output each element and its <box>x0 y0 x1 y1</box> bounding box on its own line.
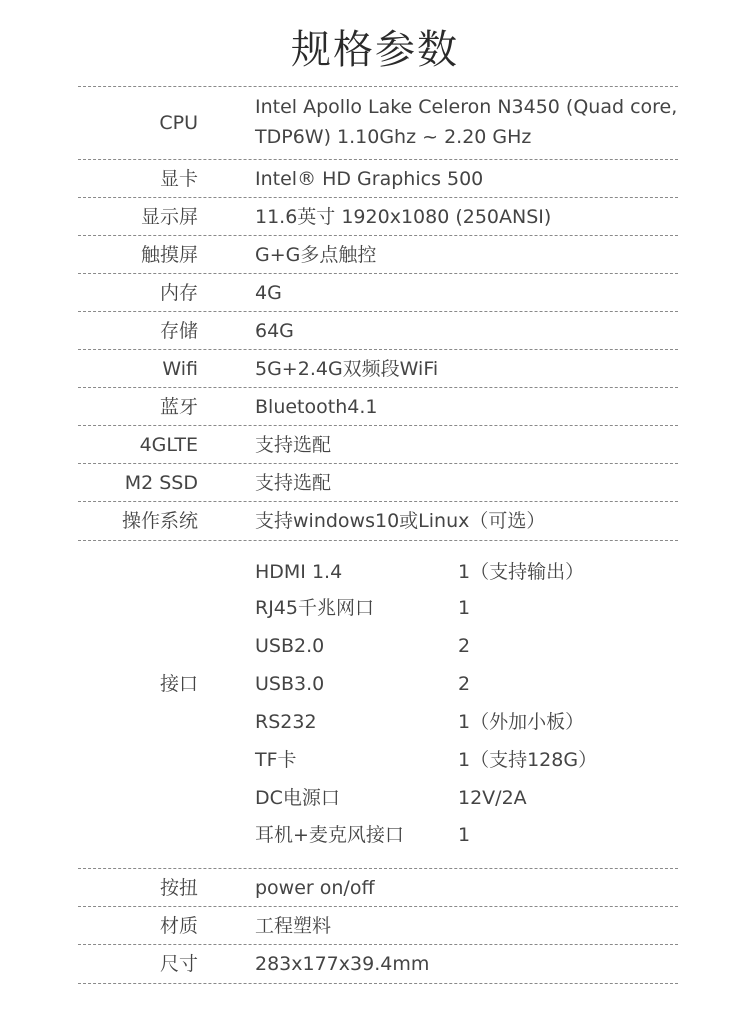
divider <box>78 235 678 236</box>
divider <box>78 159 678 160</box>
spec-value-4glte: 支持选配 <box>255 434 332 456</box>
port-name: TF卡 <box>255 749 297 771</box>
spec-label-os: 操作系统 <box>121 510 198 532</box>
spec-value-material: 工程塑料 <box>255 915 332 937</box>
port-name: 耳机+麦克风接口 <box>255 824 404 846</box>
spec-label-touchscreen: 触摸屏 <box>140 244 198 266</box>
divider <box>78 349 678 350</box>
divider <box>78 868 678 869</box>
spec-label-material: 材质 <box>159 915 198 937</box>
spec-value-os: 支持windows10或Linux（可选） <box>255 510 546 532</box>
spec-value-storage: 64G <box>255 320 294 342</box>
spec-label-memory: 内存 <box>159 282 198 304</box>
divider <box>78 197 678 198</box>
spec-value-wifi: 5G+2.4G双频段WiFi <box>255 358 439 380</box>
port-name: RJ45千兆网口 <box>255 597 374 619</box>
spec-label-gpu: 显卡 <box>159 168 198 190</box>
spec-label-button: 按扭 <box>159 877 198 899</box>
spec-value-m2ssd: 支持选配 <box>255 472 332 494</box>
divider <box>78 387 678 388</box>
spec-value-gpu: Intel® HD Graphics 500 <box>255 168 484 190</box>
spec-label-bluetooth: 蓝牙 <box>159 396 198 418</box>
spec-label-display: 显示屏 <box>140 206 198 228</box>
port-value: 1（支持输出） <box>458 561 585 583</box>
divider <box>78 501 678 502</box>
port-name: HDMI 1.4 <box>255 561 343 583</box>
port-name: DC电源口 <box>255 787 340 809</box>
port-value: 1（支持128G） <box>458 749 598 771</box>
divider <box>78 463 678 464</box>
spec-label-4glte: 4GLTE <box>139 434 198 456</box>
divider <box>78 983 678 984</box>
spec-label-dimensions: 尺寸 <box>159 953 198 975</box>
spec-value-bluetooth: Bluetooth4.1 <box>255 396 378 418</box>
spec-label-wifi: Wifi <box>162 358 198 380</box>
spec-value-button: power on/off <box>255 877 375 899</box>
port-value: 1 <box>458 597 471 619</box>
page-title: 规格参数 <box>291 27 459 73</box>
spec-value-touchscreen: G+G多点触控 <box>255 244 377 266</box>
divider <box>78 944 678 945</box>
divider <box>78 86 678 87</box>
port-value: 1（外加小板） <box>458 711 585 733</box>
spec-value-dimensions: 283x177x39.4mm <box>255 953 430 975</box>
spec-label-storage: 存储 <box>159 320 198 342</box>
port-name: USB3.0 <box>255 673 325 695</box>
port-value: 12V/2A <box>458 787 527 809</box>
port-value: 1 <box>458 824 471 846</box>
divider <box>78 906 678 907</box>
spec-value-display: 11.6英寸 1920x1080 (250ANSI) <box>255 206 552 228</box>
divider <box>78 311 678 312</box>
port-value: 2 <box>458 673 471 695</box>
divider <box>78 425 678 426</box>
spec-label-ports: 接口 <box>159 673 198 695</box>
port-value: 2 <box>458 635 471 657</box>
divider <box>78 273 678 274</box>
spec-label-m2ssd: M2 SSD <box>124 472 198 494</box>
spec-label-cpu: CPU <box>159 112 198 134</box>
divider <box>78 540 678 541</box>
port-name: RS232 <box>255 711 317 733</box>
spec-value-memory: 4G <box>255 282 282 304</box>
port-name: USB2.0 <box>255 635 325 657</box>
spec-value-cpu: Intel Apollo Lake Celeron N3450 (Quad core, TDP6W) 1.10Ghz ~ 2.20 GHz <box>255 96 678 148</box>
